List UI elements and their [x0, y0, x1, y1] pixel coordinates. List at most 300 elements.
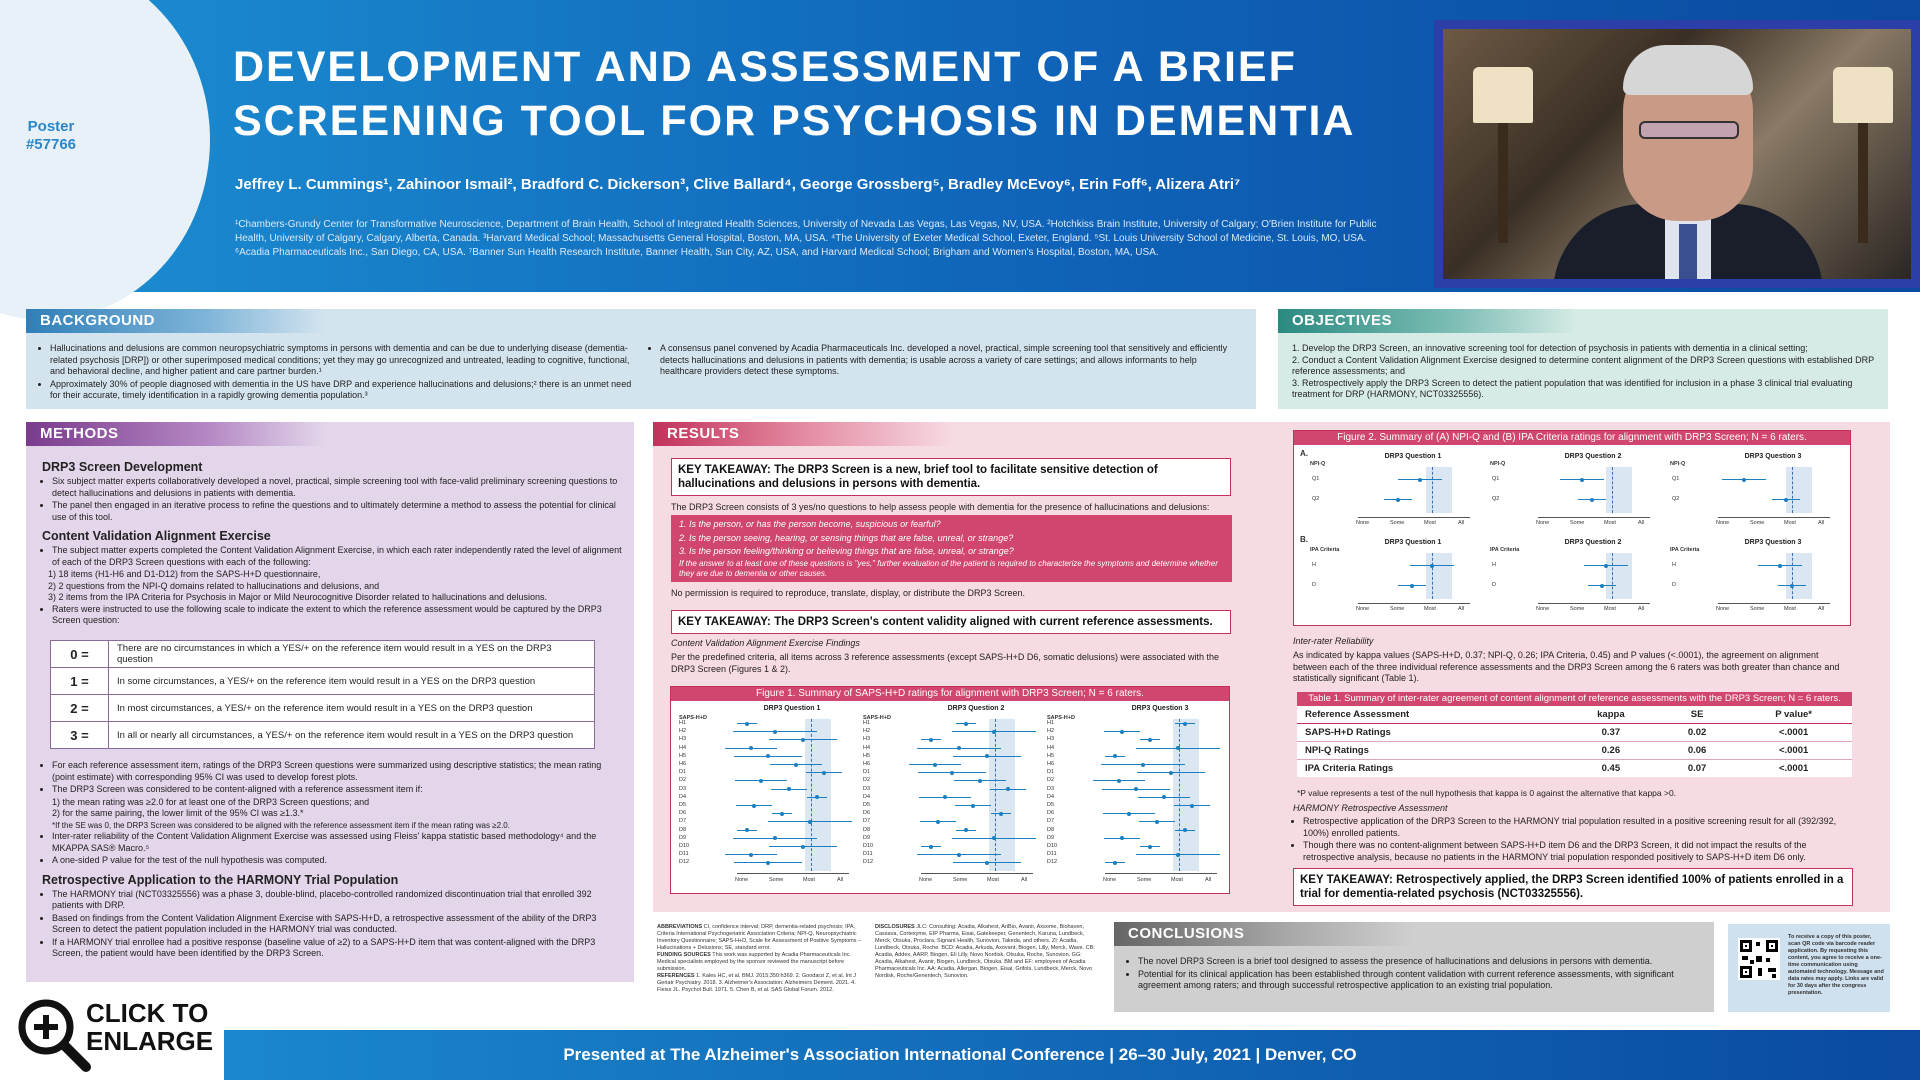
poster-label: Poster: [27, 118, 75, 135]
row-label: D10: [863, 843, 874, 849]
row-label: D9: [679, 834, 687, 841]
row-label: D5: [1047, 802, 1055, 808]
row-label: H6: [1047, 761, 1055, 767]
point-estimate: [1580, 478, 1584, 482]
table-cell: 0.45: [1563, 760, 1659, 778]
funding-text: This work was supported by Acadia Pharmaceuticals Inc. Medical specialists employed by the sponsor reviewed the manuscript before submission.: [657, 952, 852, 972]
axis-tick-label: None: [1536, 606, 1550, 612]
row-label: D7: [1047, 818, 1055, 825]
drp3-question-note: If the answer to at least one of these questions is "yes," further evaluation of the patient is required to characterize the symptoms and determine whether they are due to dementia or other causes.: [679, 558, 1218, 578]
row-label: D7: [863, 818, 871, 825]
panel-row-header: NPI-Q: [1670, 461, 1686, 467]
scale-value: 3 =: [51, 722, 109, 749]
point-estimate: [985, 861, 989, 865]
point-estimate: [1120, 836, 1124, 840]
point-estimate: [801, 738, 805, 742]
abbrev-text: CI, confidence interval; DRP, dementia-related psychosis; IPA, Criteria International Psychogeriatric Association Criteria; NPI-Q, Neuropsychiatric Inventory Questionnaire; SAPS-H+D, Scale for Assessment of Positive Symptoms – Hallucinations + Delusions; SE, standard error.: [657, 924, 862, 951]
methods-list: [42, 889, 622, 960]
panel-title: DRP3 Question 1: [763, 705, 821, 712]
panel-title: DRP3 Question 3: [1744, 539, 1802, 546]
forest-panel: [1488, 539, 1658, 617]
alignment-band: [1786, 553, 1812, 599]
references-block: [653, 922, 1103, 1017]
disclosures-text: JLC: Consulting: Acadia, Alkahest, AriBio, Avanir, Axsome, Biohaven, Cassava, Cortexyme, EIP Pharma, Eisai, Gatekeeper, Genentech, Karuna, Lundbeck, Merck, Otsuka, Proclara, Signant Health, Sunovion, Takeda, and others. ZI: Acadia, Lundbeck, Otsuka, Roche. BCD: Acadia, Arkuda, Axovant, Biogen, Lilly, Merck, Wave. CB: Acadia, Addex, AARP, Biogen, Eli Lilly, Novo Nordisk, Otsuka, Roche, Sunovion. GG: Acadia, Alkahest, Avanir, Biogen, Lundbeck, Otsuka. BM and EF: employees of Acadia Pharmaceuticals Inc. AA: Acadia, Allergan, Biogen, Eisai, Grifols, Lundbeck, Merck, Novo Nordisk, Roche/Genentech, Sunovion.: [875, 924, 1095, 979]
alignment-band: [1173, 719, 1199, 871]
row-label: D1: [679, 769, 687, 776]
scale-desc: There are no circumstances in which a YES/+ on the reference item would result in a YES on the DRP3 question: [109, 641, 595, 668]
forest-panel: [1668, 453, 1838, 531]
point-estimate: [749, 853, 753, 857]
conclusions-section: [1114, 922, 1714, 1012]
objectives-section: [1278, 309, 1888, 409]
table-cell: <.0001: [1735, 742, 1852, 760]
point-estimate: [971, 804, 975, 808]
row-label: D7: [679, 818, 687, 825]
point-estimate: [749, 746, 753, 750]
point-estimate: [1148, 738, 1152, 742]
scale-row: [51, 641, 595, 668]
point-estimate: [950, 771, 954, 775]
authors: Jeffrey L. Cummings¹, Zahinoor Ismail², Bradford C. Dickerson³, Clive Ballard⁴, George Grossberg⁵, Bradley McEvoy⁶, Erin Foff⁶, Alizera Atri⁷: [235, 176, 1241, 193]
x-axis: [1538, 603, 1650, 604]
row-label: Q1: [1492, 476, 1500, 482]
table-1: [1297, 692, 1852, 777]
point-estimate: [1410, 584, 1414, 588]
presenter-glasses: [1639, 121, 1739, 139]
point-estimate: [745, 828, 749, 832]
axis-tick-label: All: [1818, 606, 1825, 612]
title-line-1: DEVELOPMENT AND ASSESSMENT OF A BRIEF: [233, 43, 1297, 91]
conclusion-bullet: • The novel DRP3 Screen is a brief tool designed to assess the presence of hallucinations and delusions in persons with dementia.: [1138, 956, 1698, 968]
point-estimate: [1396, 498, 1400, 502]
point-estimate: [999, 812, 1003, 816]
row-label: D3: [679, 785, 687, 792]
background-bullet: • Approximately 30% of people diagnosed with dementia in the US have DRP and experience hallucinations and delusions;² there is an unmet need for their accurate, timely identification in a rapidly growing dementia population.³: [50, 379, 640, 402]
axis-tick-label: Some: [1137, 877, 1152, 883]
methods-bullet: • The subject matter experts completed the Content Validation Alignment Exercise, in which each rater independently rated the level of alignment of each of the DRP3 Screen questions with each of the following:: [52, 545, 622, 568]
row-label: Q1: [1672, 476, 1680, 482]
x-axis: [1358, 603, 1470, 604]
row-label: D3: [863, 785, 871, 792]
row-label: Q2: [1312, 496, 1320, 502]
row-label: H3: [863, 736, 871, 743]
alignment-line: [1432, 467, 1433, 513]
table-cell: 0.07: [1659, 760, 1735, 778]
methods-bullet: • A one-sided P value for the test of the null hypothesis was computed.: [52, 855, 622, 867]
row-label: H2: [679, 728, 687, 735]
axis-tick-label: All: [1638, 606, 1645, 612]
x-axis: [1538, 517, 1650, 518]
row-label: D12: [863, 859, 874, 866]
disclosures-title: DISCLOSURES: [875, 924, 915, 930]
panel-title: DRP3 Question 3: [1744, 453, 1802, 460]
axis-tick-label: Most: [1424, 606, 1436, 612]
axis-tick-label: Most: [1424, 520, 1436, 526]
axis-tick-label: Some: [953, 877, 968, 883]
point-estimate: [964, 828, 968, 832]
row-label: H1: [679, 720, 687, 726]
title-line-2: SCREENING TOOL FOR PSYCHOSIS IN DEMENTIA: [233, 97, 1356, 145]
row-label: D5: [679, 802, 687, 808]
point-estimate: [773, 730, 777, 734]
axis-tick-label: Some: [1750, 520, 1765, 526]
x-axis: [1105, 873, 1217, 874]
table-header: P value*: [1735, 706, 1852, 724]
background-right-list: [650, 343, 1240, 379]
row-label: Q2: [1672, 496, 1680, 502]
point-estimate: [1778, 564, 1782, 568]
axis-tick-label: All: [1021, 877, 1028, 883]
point-estimate: [992, 730, 996, 734]
references-right: [875, 924, 1099, 980]
panel-row-header: SAPS-H+D: [679, 715, 707, 721]
alignment-band: [1606, 553, 1632, 599]
point-estimate: [1190, 804, 1194, 808]
alignment-band: [1606, 467, 1632, 513]
row-label: D9: [1047, 834, 1055, 841]
point-estimate: [1117, 779, 1121, 783]
footer-banner: Presented at The Alzheimer's Association International Conference | 26–30 July, 2021 | Denver, CO: [0, 1030, 1920, 1080]
row-label: D6: [679, 810, 687, 817]
row-label: D4: [863, 793, 871, 800]
axis-tick-label: None: [1103, 877, 1117, 883]
x-axis: [1718, 603, 1830, 604]
table-cell: 0.06: [1659, 742, 1735, 760]
results-heading: RESULTS: [653, 422, 953, 446]
presenter-hair: [1623, 45, 1753, 95]
point-estimate: [752, 804, 756, 808]
alignment-band: [989, 719, 1015, 871]
forest-panel: [1308, 539, 1478, 617]
axis-tick-label: None: [1536, 520, 1550, 526]
table-1-title: Table 1. Summary of inter-rater agreement of content alignment of reference assessments with the DRP3 Screen; N = 6 raters.: [1297, 692, 1852, 706]
row-label: D10: [1047, 843, 1058, 849]
methods-list: [42, 545, 622, 568]
axis-tick-label: Some: [1390, 606, 1405, 612]
presenter-video-frame: [1443, 29, 1911, 279]
panel-title: DRP3 Question 1: [1384, 453, 1442, 460]
key-takeaway-3: KEY TAKEAWAY: Retrospectively applied, the DRP3 Screen identified 100% of patients enrolled in a trial for dementia-related psychosis (NCT03325556).: [1293, 868, 1853, 906]
row-label: H5: [863, 752, 871, 759]
alignment-line: [811, 719, 812, 871]
table-header: Reference Assessment: [1297, 706, 1563, 724]
panel-row-header: NPI-Q: [1310, 461, 1326, 467]
figure-2[interactable]: [1293, 430, 1851, 626]
methods-list: [42, 476, 622, 523]
x-axis: [1358, 517, 1470, 518]
results-intro: The DRP3 Screen consists of 3 yes/no questions to help assess people with dementia for the presence of hallucinations and delusions:: [671, 502, 1210, 512]
forest-panel: [677, 705, 855, 891]
irr-title: Inter-rater Reliability: [1293, 636, 1374, 646]
row-label: Q2: [1492, 496, 1500, 502]
figure-2-title: Figure 2. Summary of (A) NPI-Q and (B) IPA Criteria ratings for alignment with DRP3 Screen; N = 6 raters.: [1294, 431, 1850, 445]
row-label: H1: [1047, 720, 1055, 726]
conclusions-heading: CONCLUSIONS: [1114, 922, 1414, 946]
point-estimate: [759, 779, 763, 783]
lamp-shade-left: [1473, 67, 1533, 123]
row-label: D2: [1047, 777, 1055, 784]
axis-tick-label: All: [1638, 520, 1645, 526]
point-estimate: [936, 820, 940, 824]
point-estimate: [822, 771, 826, 775]
table-cell: SAPS-H+D Ratings: [1297, 724, 1563, 742]
methods-subheading: Retrospective Application to the HARMONY Trial Population: [42, 872, 399, 887]
point-estimate: [1127, 812, 1131, 816]
point-estimate: [964, 722, 968, 726]
axis-tick-label: None: [1356, 520, 1370, 526]
row-label: D5: [863, 802, 871, 808]
alignment-line: [1612, 553, 1613, 599]
axis-tick-label: Most: [1604, 520, 1616, 526]
magnifier-plus-icon: [14, 995, 94, 1075]
axis-tick-label: None: [735, 877, 749, 883]
objectives-list: [1292, 343, 1876, 401]
drp3-question: 1. Is the person, or has the person become, suspicious or fearful?: [679, 519, 941, 529]
row-label: D10: [679, 843, 690, 849]
point-estimate: [1120, 730, 1124, 734]
row-label: D2: [679, 777, 687, 784]
methods-bullet: • Six subject matter experts collaboratively developed a novel, practical, simple screening tool with face-valid preliminary screening questions to detect hallucinations and delusions in patients with dementia.: [52, 476, 622, 499]
methods-heading: METHODS: [26, 422, 326, 446]
point-estimate: [808, 820, 812, 824]
panel-row-header: IPA Criteria: [1670, 547, 1700, 553]
row-label: H5: [1047, 752, 1055, 759]
scale-desc: In all or nearly all circumstances, a YES/+ on the reference item would result in a YES on the DRP3 question: [109, 722, 595, 749]
scale-desc: In most circumstances, a YES/+ on the reference item would result in a YES on the DRP3 question: [109, 695, 595, 722]
methods-criteria-note: *If the SE was 0, the DRP3 Screen was considered to be aligned with the reference assessment item if the mean rating was ≥2.0.: [52, 820, 510, 830]
key-takeaway-1: KEY TAKEAWAY: The DRP3 Screen is a new, brief tool to facilitate sensitive detection of hallucinations and delusions in persons with dementia.: [671, 458, 1231, 496]
panel-title: DRP3 Question 3: [1131, 705, 1189, 712]
point-estimate: [1176, 853, 1180, 857]
references-text: 1. Kales HC, et al. BMJ. 2015;350:h369. 2. Goodarzi Z, et al. Int J Geriatr Psychiatry. 2018. 3. Alzheimer's Association. Alzheimers Dement. 2021. 4. Fleiss JL. Psychol Bull. 1971. 5. Chen B, et al. SAS Global Forum. 2012.: [657, 973, 857, 993]
row-label: D6: [1047, 810, 1055, 817]
enlarge-line-1: CLICK TO: [86, 998, 209, 1028]
figure-1[interactable]: [670, 686, 1230, 894]
methods-criteria-item: 1) the mean rating was ≥2.0 for at least one of the DRP3 Screen questions; and: [52, 796, 370, 807]
axis-tick-label: Most: [803, 877, 815, 883]
panel-row-header: SAPS-H+D: [1047, 715, 1075, 721]
point-estimate: [766, 861, 770, 865]
point-estimate: [1604, 564, 1608, 568]
x-axis: [921, 873, 1033, 874]
point-estimate: [787, 787, 791, 791]
point-estimate: [1134, 787, 1138, 791]
row-label: D1: [863, 769, 871, 776]
axis-tick-label: None: [919, 877, 933, 883]
axis-tick-label: None: [1356, 606, 1370, 612]
row-label: D: [1672, 582, 1676, 588]
conclusions-list: [1128, 956, 1698, 993]
axis-tick-label: All: [1205, 877, 1212, 883]
harmony-bullet: • Retrospective application of the DRP3 Screen to the HARMONY trial population resulted in a positive screening result for all (392/392, 100%) enrolled patients.: [1303, 816, 1853, 839]
point-estimate: [1113, 754, 1117, 758]
row-label: D11: [863, 851, 873, 858]
methods-list: [42, 604, 622, 627]
table-cell: <.0001: [1735, 760, 1852, 778]
forest-panel: [1488, 453, 1658, 531]
affiliations: ¹Chambers-Grundy Center for Transformative Neuroscience, Department of Brain Health, School of Integrated Health Sciences, University of Nevada Las Vegas, Las Vegas, NV, USA. ²Hotchkiss Brain Institute, University of Calgary; O'Brien Institute for Public Health, University of Calgary, Calgary, Alberta, Canada. ³Harvard Medical School; Massachusetts General Hospital, Boston, MA, USA. ⁴The University of Exeter Medical School, Exeter, England. ⁵St. Louis University School of Medicine, St. Louis, MO, USA. ⁶Acadia Pharmaceuticals Inc., San Diego, CA, USA. ⁷Banner Sun Health Research Institute, Banner Health, Sun City, AZ, USA, and Harvard Medical School; Brigham and Women's Hospital, Boston, MA, USA.: [235, 219, 1377, 258]
row-label: D3: [1047, 785, 1055, 792]
methods-content: [42, 454, 622, 628]
alignment-line: [1792, 467, 1793, 513]
point-estimate: [1742, 478, 1746, 482]
scale-row: [51, 668, 595, 695]
panel-row-header: NPI-Q: [1490, 461, 1506, 467]
forest-panel: [1668, 539, 1838, 617]
harmony-bullet: • Though there was no content-alignment between SAPS-H+D item D6 and the DRP3 Screen, it did not impact the results of the retrospective analysis, because no patients in the HARMONY trial population responded positively to SAPS-H+D item D6 only.: [1303, 840, 1853, 863]
qr-code-box: [1728, 924, 1890, 1012]
axis-tick-label: Some: [1390, 520, 1405, 526]
alignment-line: [1179, 719, 1180, 871]
table-cell: 0.37: [1563, 724, 1659, 742]
point-estimate: [1590, 498, 1594, 502]
row-label: H4: [679, 744, 687, 751]
row-label: D4: [1047, 793, 1055, 800]
section-label-a: A.: [1300, 449, 1308, 458]
point-estimate: [794, 763, 798, 767]
row-label: H: [1492, 562, 1496, 568]
row-label: D8: [1047, 826, 1055, 833]
poster-number: #57766: [25, 136, 77, 153]
panel-row-header: IPA Criteria: [1490, 547, 1520, 553]
lamp-shade-right: [1833, 67, 1893, 123]
axis-tick-label: None: [1716, 606, 1730, 612]
methods-numbered: [48, 569, 622, 604]
panel-title: DRP3 Question 2: [1564, 453, 1622, 460]
panel-row-header: IPA Criteria: [1310, 547, 1340, 553]
alignment-band: [1426, 553, 1452, 599]
table-row: [1297, 724, 1852, 742]
panel-title: DRP3 Question 1: [1384, 539, 1442, 546]
qr-code-icon[interactable]: [1738, 938, 1780, 980]
row-label: H: [1672, 562, 1676, 568]
table-row: [1297, 742, 1852, 760]
panel-title: DRP3 Question 2: [1564, 539, 1622, 546]
harmony-title: HARMONY Retrospective Assessment: [1293, 803, 1448, 813]
methods-bullet: • The panel then engaged in an iterative process to refine the questions and to ultimately determine a method to assess the potential for clinical use of this tool.: [52, 500, 622, 523]
scale-value: 0 =: [51, 641, 109, 668]
scale-row: [51, 695, 595, 722]
methods-numbered-item: 1) 18 items (H1-H6 and D1-D12) from the SAPS-H+D questionnaire,: [48, 569, 321, 579]
methods-list: [42, 760, 622, 796]
row-label: D9: [863, 834, 871, 841]
row-label: H4: [863, 744, 871, 751]
table-header-row: [1297, 706, 1852, 724]
methods-numbered-item: 3) 2 items from the IPA Criteria for Psychosis in Major or Mild Neurocognitive Disorder related to hallucinations and delusions.: [48, 592, 548, 602]
lamp-base-left: [1498, 123, 1508, 243]
background-bullet: • A consensus panel convened by Acadia Pharmaceuticals Inc. developed a novel, practical, simple screening tool that sensitively and efficiently detects hallucinations and delusions in patients with dementia; is usable across a variety of care settings; and allows informants to help healthcare providers detect these symptoms.: [660, 343, 1240, 378]
background-left-list: [40, 343, 640, 403]
alignment-line: [1612, 467, 1613, 513]
table-cell: 0.26: [1563, 742, 1659, 760]
methods-criteria-item: 2) for the same pairing, the lower limit of the 95% CI was ≥1.3.*: [52, 808, 304, 818]
lamp-base-right: [1858, 123, 1868, 243]
x-axis: [1718, 517, 1830, 518]
row-label: H3: [679, 736, 687, 743]
alignment-line: [995, 719, 996, 871]
point-estimate: [978, 779, 982, 783]
point-estimate: [1169, 771, 1173, 775]
alignment-band: [1426, 467, 1452, 513]
row-label: H5: [679, 752, 687, 759]
cva-findings-title: Content Validation Alignment Exercise Findings: [671, 638, 860, 648]
scale-value: 2 =: [51, 695, 109, 722]
row-label: D2: [863, 777, 871, 784]
key-takeaway-2: KEY TAKEAWAY: The DRP3 Screen's content validity aligned with current reference assessments.: [671, 610, 1231, 634]
row-label: H2: [1047, 728, 1055, 735]
presenter-video[interactable]: [1434, 20, 1920, 288]
objective-item: 2. Conduct a Content Validation Alignment Exercise designed to determine content alignment of the DRP3 Screen questions with established DRP reference assessments; and: [1292, 354, 1875, 376]
point-estimate: [773, 836, 777, 840]
point-estimate: [957, 853, 961, 857]
panel-row-header: SAPS-H+D: [863, 715, 891, 721]
point-estimate: [1418, 478, 1422, 482]
row-label: H1: [863, 720, 871, 726]
point-estimate: [1183, 722, 1187, 726]
conclusion-bullet: • Potential for its clinical application has been established through content validation with current reference assessments, with significant agreement among raters; and through successful retrospective application to an existing trial population.: [1138, 969, 1698, 992]
axis-tick-label: All: [1458, 606, 1465, 612]
axis-tick-label: Most: [1784, 606, 1796, 612]
point-estimate: [1148, 845, 1152, 849]
table-header: kappa: [1563, 706, 1659, 724]
permission-note: No permission is required to reproduce, translate, display, or distribute the DRP3 Screen.: [671, 588, 1026, 598]
alignment-band: [1786, 467, 1812, 513]
objective-item: 3. Retrospectively apply the DRP3 Screen to detect the patient population that was identified for inclusion in a phase 3 clinical trial evaluating treatment for DRP (HARMONY, NCT03325556).: [1292, 377, 1853, 399]
table-cell: 0.02: [1659, 724, 1735, 742]
background-heading: BACKGROUND: [26, 309, 326, 333]
section-label-b: B.: [1300, 535, 1308, 544]
references-title: REFERENCES: [657, 973, 695, 979]
methods-bullet: • For each reference assessment item, ratings of the DRP3 Screen questions were summarized using descriptive statistics; the mean rating (point estimate) with corresponding 95% CI was used to develop forest plots.: [52, 760, 622, 783]
axis-tick-label: All: [1458, 520, 1465, 526]
point-estimate: [957, 746, 961, 750]
forest-panel: [861, 705, 1039, 891]
row-label: H4: [1047, 744, 1055, 751]
point-estimate: [1141, 763, 1145, 767]
methods-list: [42, 831, 622, 867]
row-label: D: [1312, 582, 1316, 588]
point-estimate: [1162, 795, 1166, 799]
forest-panel: [1045, 705, 1223, 891]
axis-tick-label: Most: [987, 877, 999, 883]
axis-tick-label: All: [837, 877, 844, 883]
row-label: D4: [679, 793, 687, 800]
enlarge-label: [86, 999, 213, 1055]
references-left: [657, 924, 867, 994]
methods-bullet: • The HARMONY trial (NCT03325556) was a phase 3, double-blind, placebo-controlled randomized discontinuation trial that enrolled 392 patients with DRP.: [52, 889, 622, 912]
table-cell: IPA Criteria Ratings: [1297, 760, 1563, 778]
methods-subheading: Content Validation Alignment Exercise: [42, 529, 271, 543]
drp3-question: 2. Is the person seeing, hearing, or sensing things that are false, unreal, or strange?: [679, 532, 1014, 543]
row-label: D8: [863, 826, 871, 833]
objectives-heading: OBJECTIVES: [1278, 309, 1578, 333]
axis-tick-label: Most: [1171, 877, 1183, 883]
funding-title: FUNDING SOURCES: [657, 952, 711, 958]
methods-content-lower: [42, 760, 622, 961]
alignment-line: [1432, 553, 1433, 599]
table-row: [1297, 760, 1852, 778]
row-label: D1: [1047, 769, 1055, 776]
rating-scale-table: [50, 640, 595, 749]
row-label: H6: [863, 761, 871, 767]
click-to-enlarge-button[interactable]: [0, 985, 224, 1080]
row-label: H6: [679, 761, 687, 767]
point-estimate: [1784, 498, 1788, 502]
axis-tick-label: Some: [1750, 606, 1765, 612]
axis-tick-label: None: [1716, 520, 1730, 526]
axis-tick-label: Some: [1570, 520, 1585, 526]
point-estimate: [1600, 584, 1604, 588]
